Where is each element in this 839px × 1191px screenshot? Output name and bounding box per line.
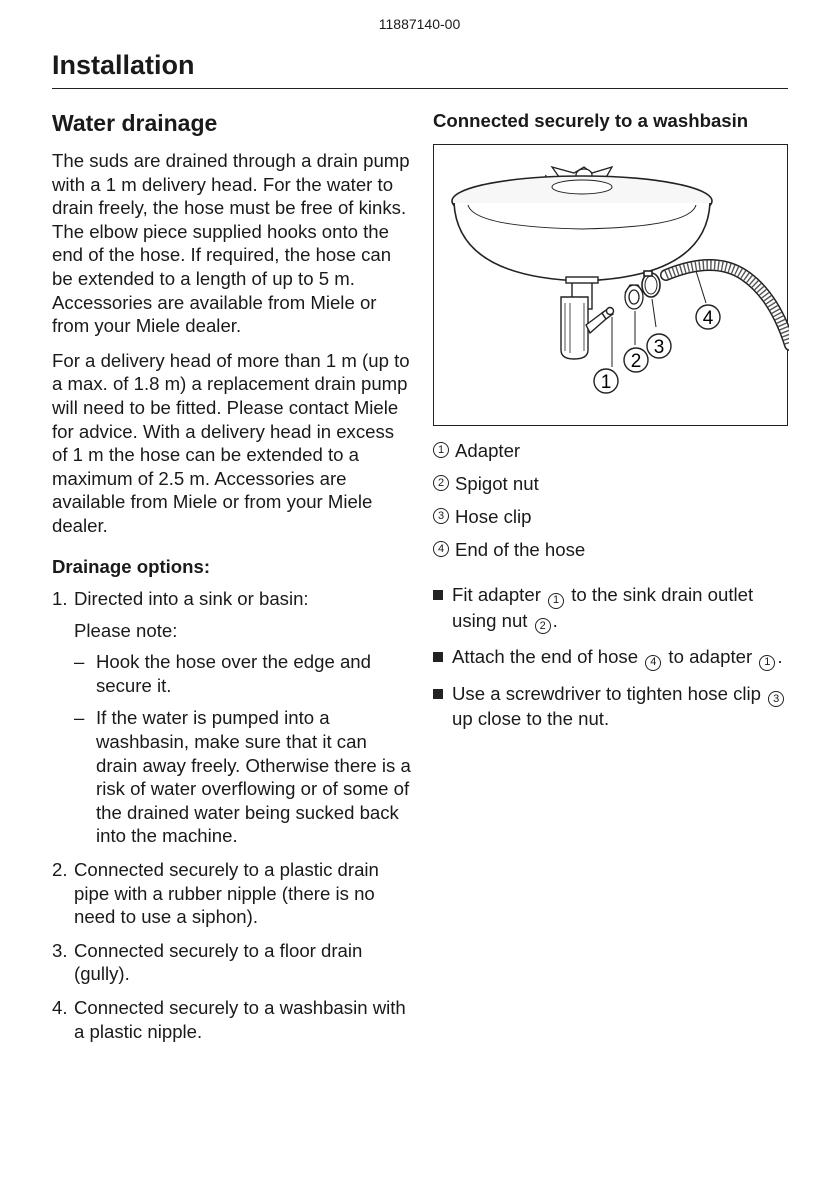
step-item [433, 682, 793, 731]
option-item [52, 858, 412, 929]
legend-text: Hose clip [455, 506, 532, 527]
legend-text: Adapter [455, 440, 521, 461]
option-item [52, 939, 412, 986]
document-id: 11887140-00 [378, 16, 461, 32]
right-column [433, 108, 793, 742]
note-item [74, 650, 412, 697]
spigot-nut-icon [625, 285, 643, 309]
drainage-options-list [52, 587, 412, 1043]
option-number: 1. [52, 588, 68, 610]
step-ref: 1 [759, 655, 775, 671]
figure-legend [433, 439, 793, 571]
note-label: Please note: [74, 619, 178, 641]
callout-labels [594, 305, 720, 393]
siphon-icon [561, 277, 614, 359]
option-text: Connected securely to a plastic drain pipe with a rubber nipple (there is no need to use a siphon). [74, 859, 379, 928]
callout-3-label: 3 [653, 337, 665, 358]
dash-bullet: – [74, 651, 85, 673]
step-ref: 1 [548, 593, 564, 609]
callout-2-label: 2 [630, 351, 642, 372]
legend-item [433, 472, 793, 505]
note-item [74, 706, 412, 848]
drainage-paragraph-1: The suds are drained through a drain pump with a 1 m delivery head. For the water to drain freely, the hose must be free of kinks. The elbow piece supplied hooks onto the end of the hose. If required, the hose can be extended to a length of up to 5 m. Accessories are available from Miele or from your Miele dealer. [52, 150, 410, 337]
legend-number: 3 [433, 508, 449, 524]
step-ref: 2 [535, 618, 551, 634]
hose-clip-icon [642, 271, 660, 297]
title-divider [52, 88, 788, 89]
legend-item [433, 538, 793, 571]
step-ref: 3 [768, 691, 784, 707]
step-text: to the sink drain outlet using nut [452, 584, 754, 631]
option-text: Connected securely to a washbasin with a plastic nipple. [74, 997, 406, 1042]
legend-text: End of the hose [455, 539, 586, 560]
step-item [433, 645, 793, 671]
drainage-paragraph-2: For a delivery head of more than 1 m (up to a max. of 1.8 m) a replacement drain pump will need to be fitted. Please contact Miele for advice. With a delivery head in excess of 1 m the hose can be extended to a maximum of 2.5 m. Accessories are available from Miele or from your Miele dealer. [52, 349, 410, 536]
legend-number: 1 [433, 442, 449, 458]
callout-4-label: 4 [702, 308, 714, 329]
step-text: Attach the end of hose [452, 646, 644, 667]
legend-item [433, 505, 793, 538]
step-text: . [552, 609, 558, 631]
legend-number: 2 [433, 475, 449, 491]
option-item [52, 996, 412, 1043]
dash-bullet: – [74, 707, 85, 729]
page-title: Installation [52, 50, 195, 80]
note-list [74, 650, 412, 848]
washbasin-icon [452, 176, 712, 281]
legend-number: 4 [433, 541, 449, 557]
option-item [52, 587, 412, 848]
step-text: Fit adapter [452, 584, 547, 605]
instruction-steps [433, 583, 793, 731]
options-heading: Drainage options: [52, 555, 211, 577]
step-item [433, 583, 793, 634]
option-text: Connected securely to a floor drain (gully). [74, 939, 363, 985]
option-number: 4. [52, 997, 68, 1018]
washbasin-illustration [434, 145, 789, 427]
figure-title: Connected securely to a washbasin [433, 110, 749, 131]
square-bullet-icon [433, 590, 443, 600]
option-text: Directed into a sink or basin: [74, 588, 309, 610]
step-text: to adapter [663, 646, 758, 667]
washbasin-figure [433, 144, 788, 426]
step-text: up close to the nut. [452, 708, 610, 729]
square-bullet-icon [433, 652, 443, 662]
legend-item [433, 439, 793, 472]
drain-hose-icon [666, 265, 789, 345]
square-bullet-icon [433, 689, 443, 699]
step-text: . [777, 646, 783, 667]
section-heading: Water drainage [52, 110, 218, 136]
callout-1-label: 1 [600, 372, 612, 393]
left-column [52, 108, 412, 1053]
legend-text: Spigot nut [455, 473, 539, 494]
step-ref: 4 [645, 655, 661, 671]
option-number: 2. [52, 859, 68, 881]
option-number: 3. [52, 939, 68, 961]
note-text: Hook the hose over the edge and secure it. [96, 651, 371, 696]
note-text: If the water is pumped into a washbasin, make sure that it can drain away freely. Otherwise there is a risk of water overflowing or of some of the drained water being sucked back into the machine. [96, 707, 411, 847]
step-text: Use a screwdriver to tighten hose clip [452, 682, 767, 704]
